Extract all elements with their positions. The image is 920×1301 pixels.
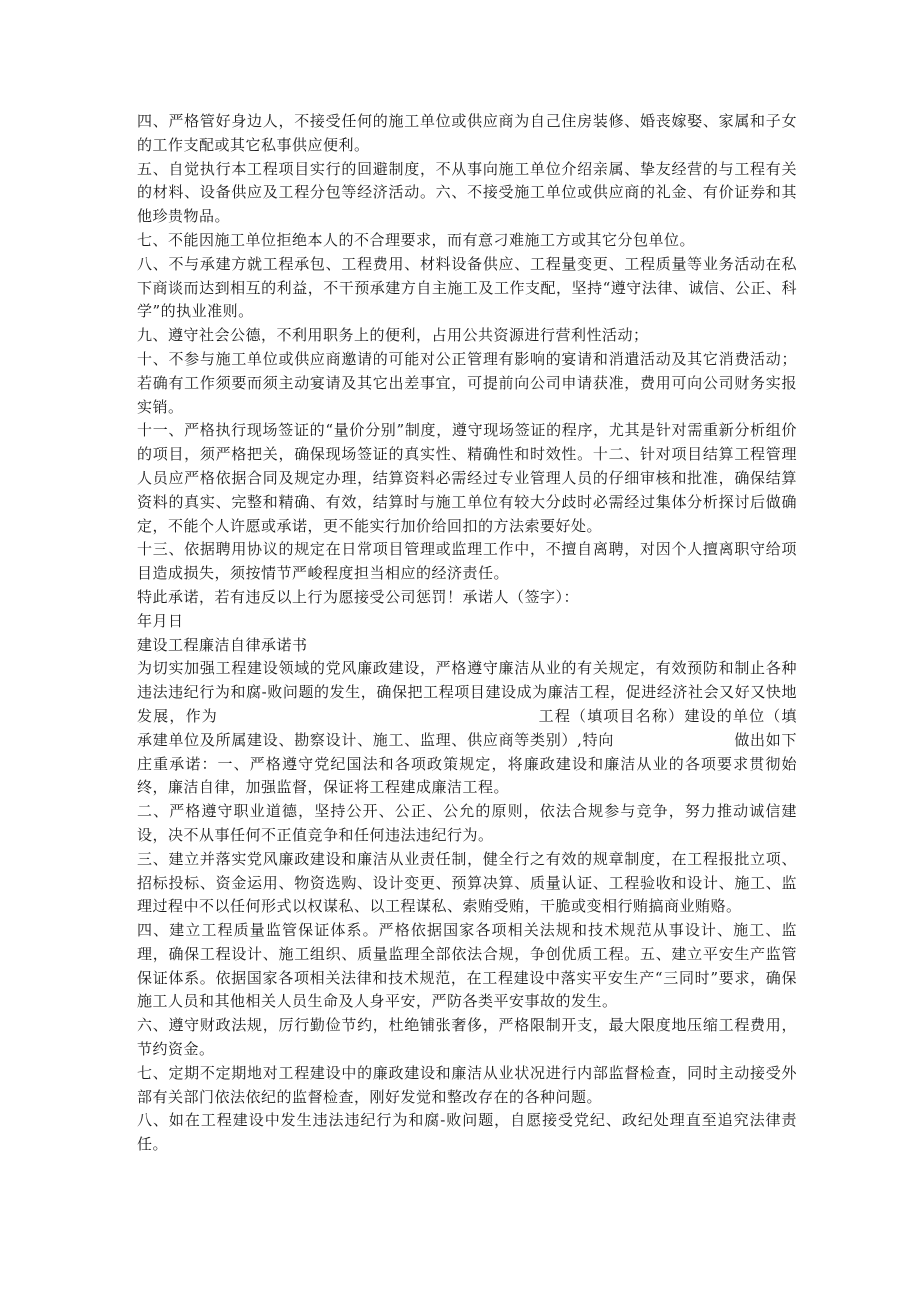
paragraph: 九、遵守社会公德，不利用职务上的便利，占用公共资源进行营利性活动； xyxy=(137,326,649,345)
intro-text-2: 工程（填项目名称）建设的单位（填承建单位及所属建设、勘察设计、施工、监理、供应商等类别）,特向 xyxy=(137,706,797,749)
pledge-signature-line: 特此承诺，若有违反以上行为愿接受公司惩罚！承诺人（签字）： xyxy=(137,587,580,606)
intro-text-3: 做出如下庄重承诺：一、严格遵守党纪国法和各项政策规定，将廉政建设和廉洁从业的各项要求贯彻始终，廉洁自律，加强监督，保证将工程建成廉洁工程。 xyxy=(137,730,797,797)
paragraph: 十三、依据聘用协议的规定在日常项目管理或监理工作中，不擅自离聘，对因个人擅离职守给项目造成损失，须按情节严峻程度担当相应的经济责任。 xyxy=(137,540,797,583)
paragraph: 四、建立工程质量监管保证体系。严格依据国家各项相关法规和技术规范从事设计、施工、监理，确保工程设计、施工组织、质量监理全部依法合规，争创优质工程。五、建立平安生产监管保证体系。依据国家各项相关法律和技术规范，在工程建设中落实平安生产“三同时”要求，确保施工人员和其他相关人员生命及人身平安，严防各类平安事故的发生。 xyxy=(137,921,797,1011)
intro-paragraph xyxy=(137,657,797,800)
paragraph: 六、遵守财政法规，厉行勤俭节约，杜绝铺张奢侈，严格限制开支，最大限度地压缩工程费用，节约资金。 xyxy=(137,1016,797,1059)
paragraph: 八、如在工程建设中发生违法违纪行为和腐-败问题，自愿接受党纪、政纪处理直至追究法律责任。 xyxy=(137,1111,797,1154)
paragraph: 四、严格管好身边人，不接受任何的施工单位或供应商为自己住房装修、婚丧嫁娶、家属和子女的工作支配或其它私事供应便利。 xyxy=(137,112,797,154)
paragraph: 七、不能因施工单位拒绝本人的不合理要求，而有意刁难施工方或其它分包单位。 xyxy=(137,230,696,249)
paragraph: 八、不与承建方就工程承包、工程费用、材料设备供应、工程量变更、工程质量等业务活动在私下商谈而达到相互的利益，不干预承建方自主施工及工作支配，坚持“遵守法律、诚信、公正、科学”的执业准则。 xyxy=(137,254,797,321)
paragraph: 十一、严格执行现场签证的“量价分别”制度，遵守现场签证的程序，尤其是针对需重新分析组价的项目，须严格把关，确保现场签证的真实性、精确性和时效性。十二、针对项目结算工程管理人员应严格依据合同及规定办理，结算资料必需经过专业管理人员的仔细审核和批准，确保结算资料的真实、完整和精确、有效，结算时与施工单位有较大分歧时必需经过集体分析探讨后做确定，不能个人许愿或承诺，更不能实行加价给回扣的方法索要好处。 xyxy=(137,421,797,535)
paragraph: 二、严格遵守职业道德，坚持公开、公正、公允的原则，依法合规参与竞争，努力推动诚信建设，决不从事任何不正值竞争和任何违法违纪行为。 xyxy=(137,802,797,844)
date-line: 年月日 xyxy=(137,611,184,630)
paragraph: 十、不参与施工单位或供应商邀请的可能对公正管理有影响的宴请和消遣活动及其它消费活动；若确有工作须要而须主动宴请及其它出差事宜，可提前向公司申请获准，费用可向公司财务实报实销。 xyxy=(137,349,797,416)
intro-text-1: 为切实加强工程建设领域的党风廉政建设，严格遵守廉洁从业的有关规定，有效预防和制止各种违法违纪行为和腐-败问题的发生，确保把工程项目建设成为廉洁工程，促进经济社会又好又快地发展，作为 xyxy=(137,659,797,725)
paragraph: 三、建立并落实党风廉政建设和廉洁从业责任制，健全行之有效的规章制度，在工程报批立项、招标投标、资金运用、物资选购、设计变更、预算决算、质量认证、工程验收和设计、施工、监理过程中不以任何形式以权谋私、以工程谋私、索贿受贿，干脆或变相行贿搞商业贿赂。 xyxy=(137,849,797,916)
paragraph: 七、定期不定期地对工程建设中的廉政建设和廉洁从业状况进行内部监督检查，同时主动接受外部有关部门依法依纪的监督检查，刚好发觉和整改存在的各种问题。 xyxy=(137,1063,797,1106)
document-page xyxy=(137,110,797,1157)
paragraph: 五、自觉执行本工程项目实行的回避制度，不从事向施工单位介绍亲属、挚友经营的与工程有关的材料、设备供应及工程分包等经济活动。六、不接受施工单位或供应商的礼金、有价证券和其他珍贵物品。 xyxy=(137,159,797,226)
document-title: 建设工程廉洁自律承诺书 xyxy=(137,635,308,654)
